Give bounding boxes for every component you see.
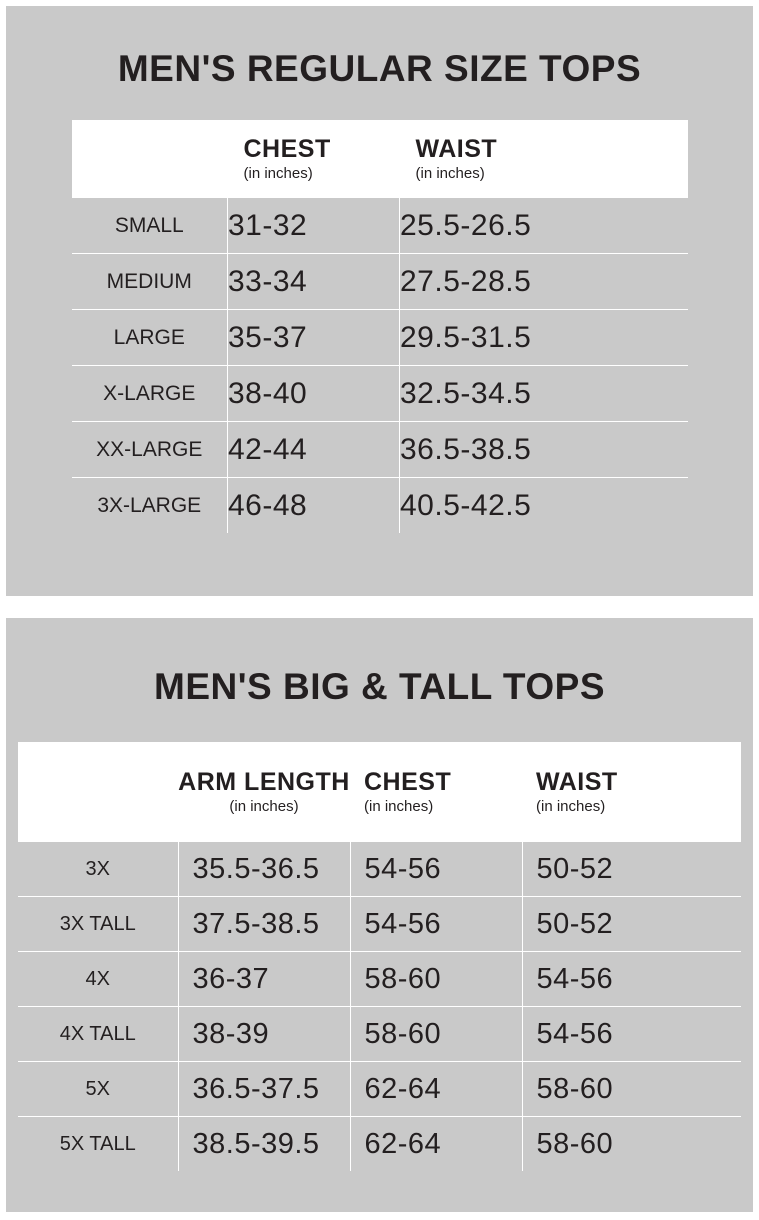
table-row (18, 1007, 741, 1062)
column-header-chest-unit: (in inches) (364, 798, 434, 816)
column-header-chest (350, 742, 522, 842)
table-row (72, 478, 688, 534)
row-waist-value: 29.5-31.5 (400, 310, 688, 366)
row-size-label: 3X-LARGE (72, 478, 228, 534)
row-size-label: 5X TALL (18, 1117, 178, 1172)
page-title-regular: MEN'S REGULAR SIZE TOPS (117, 48, 642, 89)
table-row (18, 842, 741, 897)
row-waist-value: 58-60 (522, 1062, 741, 1117)
row-chest-value: 35-37 (228, 310, 400, 366)
column-header-arm-length (178, 742, 350, 842)
column-header-chest-label: CHEST (243, 134, 331, 163)
column-header-chest-unit: (in inches) (243, 165, 313, 183)
regular-size-table (72, 120, 688, 533)
table-row (72, 422, 688, 478)
table-header-row (72, 120, 688, 198)
column-header-chest (228, 120, 400, 198)
row-chest-value: 31-32 (228, 198, 400, 254)
table-row (72, 254, 688, 310)
row-arm-value: 36-37 (178, 952, 350, 1007)
row-arm-value: 38-39 (178, 1007, 350, 1062)
big-and-tall-table-body (18, 842, 741, 1171)
row-chest-value: 33-34 (228, 254, 400, 310)
row-chest-value: 42-44 (228, 422, 400, 478)
row-size-label: 4X (18, 952, 178, 1007)
row-chest-value: 62-64 (350, 1117, 522, 1172)
table-row (72, 198, 688, 254)
big-and-tall-tops-panel (6, 618, 753, 1212)
table-row (18, 952, 741, 1007)
row-size-label: 4X TALL (18, 1007, 178, 1062)
row-waist-value: 54-56 (522, 952, 741, 1007)
table-row (72, 310, 688, 366)
row-chest-value: 58-60 (350, 1007, 522, 1062)
column-header-waist (400, 120, 688, 198)
column-header-arm-length-label: ARM LENGTH (178, 767, 350, 796)
table-row (72, 366, 688, 422)
row-size-label: MEDIUM (72, 254, 228, 310)
row-chest-value: 54-56 (350, 897, 522, 952)
regular-size-tops-panel (6, 6, 753, 596)
page-title-big-tall: MEN'S BIG & TALL TOPS (154, 666, 605, 707)
row-chest-value: 46-48 (228, 478, 400, 534)
row-waist-value: 32.5-34.5 (400, 366, 688, 422)
row-chest-value: 54-56 (350, 842, 522, 897)
row-waist-value: 58-60 (536, 1127, 614, 1160)
column-header-chest-label: CHEST (364, 767, 452, 796)
table-row (18, 1117, 741, 1172)
column-header-arm-length-unit: (in inches) (229, 798, 299, 816)
column-header-waist-unit: (in inches) (536, 798, 606, 816)
column-header-waist-label: WAIST (415, 134, 498, 163)
column-header-waist-label: WAIST (536, 767, 618, 796)
row-size-label: X-LARGE (72, 366, 228, 422)
row-chest-value: 38-40 (228, 366, 400, 422)
row-chest-value: 62-64 (350, 1062, 522, 1117)
table-header-row (18, 742, 741, 842)
row-size-label: 5X (18, 1062, 178, 1117)
row-size-label: 3X TALL (18, 897, 178, 952)
big-and-tall-table-head (18, 742, 741, 842)
row-arm-value: 38.5-39.5 (178, 1117, 350, 1172)
row-arm-value: 35.5-36.5 (178, 842, 350, 897)
column-header-waist (522, 742, 741, 842)
column-header-size (18, 742, 178, 842)
row-waist-value: 50-52 (522, 897, 741, 952)
row-waist-value: 27.5-28.5 (400, 254, 688, 310)
row-waist-value: 50-52 (522, 842, 741, 897)
row-size-label: XX-LARGE (72, 422, 228, 478)
row-waist-value: 36.5-38.5 (400, 422, 688, 478)
column-header-size (72, 120, 228, 198)
row-size-label: SMALL (72, 198, 228, 254)
table-row (18, 897, 741, 952)
row-arm-value: 37.5-38.5 (178, 897, 350, 952)
row-size-label: LARGE (72, 310, 228, 366)
row-size-label: 3X (18, 842, 178, 897)
big-and-tall-table (18, 742, 741, 1171)
row-waist-value: 40.5-42.5 (400, 488, 532, 522)
column-header-waist-unit: (in inches) (415, 165, 485, 183)
row-arm-value: 36.5-37.5 (178, 1062, 350, 1117)
regular-size-table-head (72, 120, 688, 198)
regular-size-table-body (72, 198, 688, 533)
row-waist-value: 54-56 (522, 1007, 741, 1062)
row-waist-value: 25.5-26.5 (400, 198, 688, 254)
row-chest-value: 58-60 (350, 952, 522, 1007)
table-row (18, 1062, 741, 1117)
